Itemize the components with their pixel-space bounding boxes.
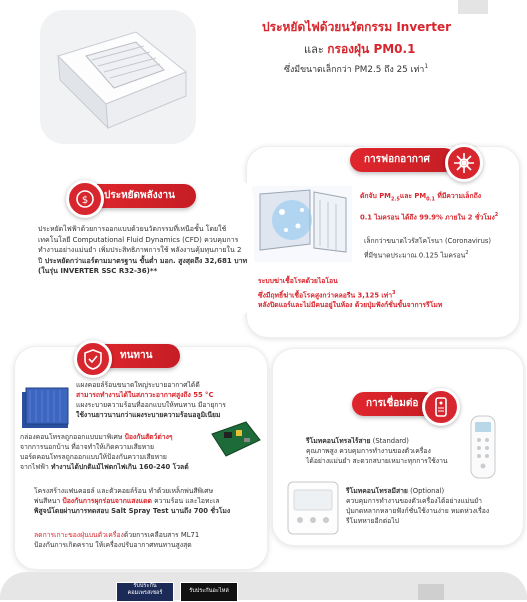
ion-line-3: หลังปิดแอร์และไม่มีคนอยู่ในห้อง ด้วยปุ่มฟังก์ชั่นขั้นจาการรีโมท bbox=[258, 301, 443, 309]
air-line-2-sup: 2 bbox=[494, 212, 499, 218]
ion-line-2 bbox=[258, 288, 396, 300]
energy-paragraph bbox=[38, 224, 248, 277]
headline-line-3 bbox=[284, 62, 428, 76]
ceiling-ac-image bbox=[40, 10, 196, 144]
durability-para-3-b: พ่นสีหนา bbox=[34, 497, 61, 505]
durability-para-2-a: กล่องคอนโทรลถูกออกแบบมาพิเศษ bbox=[20, 433, 123, 441]
durability-para-4-a: ด้วยการเคลือบสาร ML71 bbox=[123, 531, 200, 539]
durability-para-2-c: บอร์ดคอนโทรลถูกออกแบบให้ป้องกันความเสียหาย bbox=[20, 453, 167, 461]
warranty-badge-compressor bbox=[116, 582, 174, 602]
wireless-remote-line-2: ได้อย่างแม่นยำ สะดวกสบายเหมาะทุกการใช้งาน bbox=[306, 457, 448, 465]
wired-remote-line-1: ควบคุมการทำงานของตัวเครื่องได้อย่างแม่นยำ bbox=[346, 497, 482, 505]
virus-line-2-text: ที่มีขนาดประมาณ 0.125 ไมครอน bbox=[364, 251, 466, 260]
energy-paragraph-text: ประหยัดไฟฟ้าด้วยการออกแบบด้วยนวัตกรรมที่เหนือชั้น โดยใช้เทคโนโลยี Computational Fluid Dynamics (CFD) ควบคุมการทำงานอย่างแม่นยำ เพิ่มประสิทธิภาพการใช้ พลังงานคุ้มทุนภายใน 2 ปี bbox=[38, 225, 242, 265]
durability-para-2-bold: ทำงานได้ปกติแม้ไฟตกไฟเกิน 160-240 โวลต์ bbox=[50, 463, 189, 471]
ion-line-1: ระบบฆ่าเชื้อโรคด้วยไอโอน bbox=[258, 277, 338, 285]
durability-para-1-a: แผงคอยล์ร้อนขนาดใหญ่ระบายอากาศได้ดี bbox=[76, 381, 200, 389]
headline-line-1: ประหยัดไฟด้วยนวัตกรรม Inverter bbox=[262, 20, 451, 34]
durability-para-4-red: ลดการเกาะของฝุ่นบนตัวเครื่อง bbox=[34, 531, 124, 539]
air-line-1-tail: ที่มีความเล็กถึง bbox=[434, 192, 482, 200]
product-image-panel bbox=[40, 10, 196, 144]
coil-image bbox=[20, 386, 72, 430]
wired-remote-title: รีโมทคอนโทรลมีสาย bbox=[346, 487, 408, 495]
wireless-remote-note: (Standard) bbox=[370, 437, 409, 445]
durability-para-4 bbox=[34, 530, 264, 550]
ion-line-2-sup: 3 bbox=[392, 290, 396, 296]
air-line-1-mid: และ PM bbox=[399, 192, 427, 200]
air-purification-title-pill bbox=[350, 148, 456, 172]
air-purification-title: การฟอกอากาศ bbox=[364, 154, 430, 165]
air-line-1-sub-2: 0.1 bbox=[426, 196, 435, 203]
warranty-badge-parts-text: รับประกันอะไหล่ bbox=[189, 588, 229, 594]
air-line-2-text: 0.1 ไมครอน ได้ถึง 99.9% ภายใน 2 ชั่วโมง bbox=[360, 213, 495, 222]
durability-para-2-red: ป้องกันสัตว์ต่างๆ bbox=[124, 433, 173, 441]
air-line-1-prefix: ดักจับ PM bbox=[360, 192, 391, 200]
ion-line-2-text: ซึ่งมีฤทธิ์ฆ่าเชื้อโรคสูงกว่าคลอรีน 3,125 เท่า bbox=[258, 291, 393, 300]
wired-remote-line-2: ปุ่มกดหลากหลายฟังก์ชั่นใช้งานง่าย หมดห่วงเรื่อง bbox=[346, 507, 490, 515]
virus-line-1: เล็กกว่าขนาดไวรัสโคโรนา (Coronavirus) bbox=[364, 237, 492, 245]
control-board-image bbox=[208, 420, 264, 460]
durability-para-3-a: โครงสร้างแฟนคอยล์ และตัวคอยล์ร้อน ทำด้วยเหล็กพ่นสีพิเศษ bbox=[34, 487, 214, 495]
warranty-badge-parts bbox=[180, 582, 238, 602]
headline-2-prefix: และ bbox=[304, 43, 328, 56]
durability-para-3-c: ความร้อน และไอทะเล bbox=[154, 497, 220, 505]
connectivity-title: การเชื่อมต่อ bbox=[366, 398, 419, 409]
connectivity-icon bbox=[422, 388, 460, 426]
wireless-remote-block bbox=[306, 436, 466, 466]
headline-3-text: ซึ่งมีขนาดเล็กกว่า PM2.5 ถึง 25 เท่า bbox=[284, 65, 425, 75]
virus-line-2 bbox=[364, 248, 469, 260]
wireless-remote-title: รีโมทคอนโทรลไร้สาย bbox=[306, 437, 371, 445]
durability-para-3-bold: พิสูจน์โดยผ่านการทดสอบ Salt Spray Test นานถึง 700 ชั่วโมง bbox=[34, 507, 231, 515]
wired-remote-note: (Optional) bbox=[407, 487, 445, 495]
durability-para-1-b: แผงระบายความร้อนที่ออกแบบให้ทนทาน มีอายุการ bbox=[76, 401, 226, 409]
pm-filter-image bbox=[252, 186, 352, 262]
wireless-remote-line-1: คุณภาพสูง ควบคุมการทำงานของตัวเครื่อง bbox=[306, 447, 431, 455]
durability-para-1-bold: ใช้งานยาวนานกว่าแผงระบายความร้อนอลูมิเนียม bbox=[76, 411, 221, 419]
durability-para-2-d: จากไฟฟ้า bbox=[20, 463, 49, 471]
air-line-2 bbox=[360, 210, 498, 222]
durability-title: ทนทาน bbox=[120, 350, 153, 361]
footer-band bbox=[0, 572, 527, 600]
energy-icon bbox=[66, 180, 104, 218]
durability-para-3 bbox=[34, 486, 264, 516]
headline-2-highlight: กรองฝุ่น PM0.1 bbox=[327, 42, 416, 56]
corner-decoration bbox=[458, 0, 488, 14]
energy-title: ประหยัดพลังงาน bbox=[104, 190, 175, 201]
wired-remote-block bbox=[346, 486, 518, 526]
headline-line-2 bbox=[304, 40, 415, 59]
warranty-badge-compressor-text: รับประกัน คอมเพรสเซอร์ bbox=[127, 583, 163, 596]
durability-para-2-b: จากการนอกบ้าน ที่อาจทำให้เกิดความเสียหาย bbox=[20, 443, 154, 451]
wired-remote-line-3: รีโมทหายอีกต่อไป bbox=[346, 517, 399, 525]
air-line-1-sub-1: 2.5 bbox=[390, 196, 400, 203]
air-purification-icon bbox=[445, 144, 483, 182]
wireless-remote-image bbox=[468, 414, 498, 480]
air-line-1 bbox=[360, 191, 481, 204]
footer-corner-decoration bbox=[418, 584, 444, 600]
durability-para-3-red: ป้องกันการผุกร่อนจากแสงแดด bbox=[62, 497, 152, 505]
headline-3-sup: 1 bbox=[424, 63, 429, 71]
durability-icon bbox=[74, 340, 112, 378]
durability-para-5: ป้องกันการเกิดคราบ ให้เครื่องปรับอากาศทนทานสูงสุด bbox=[34, 541, 192, 549]
energy-highlight: ประหยัดกว่าแอร์ตามมาตรฐาน ขั้นต่ำ มอก. สูงสุดถึง 32,681 บาท bbox=[44, 256, 248, 265]
wired-controller-image bbox=[286, 480, 340, 536]
durability-para-1 bbox=[76, 380, 262, 420]
durability-para-2 bbox=[20, 432, 212, 472]
virus-sup: 2 bbox=[465, 250, 469, 256]
energy-model-note: (ในรุ่น INVERTER SSC R32-36)** bbox=[38, 267, 158, 276]
svg-text:$: $ bbox=[81, 195, 89, 206]
durability-para-1-red: สามารถทำงานได้ในสภาวะอากาศสูงถึง 55 °C bbox=[76, 391, 214, 399]
